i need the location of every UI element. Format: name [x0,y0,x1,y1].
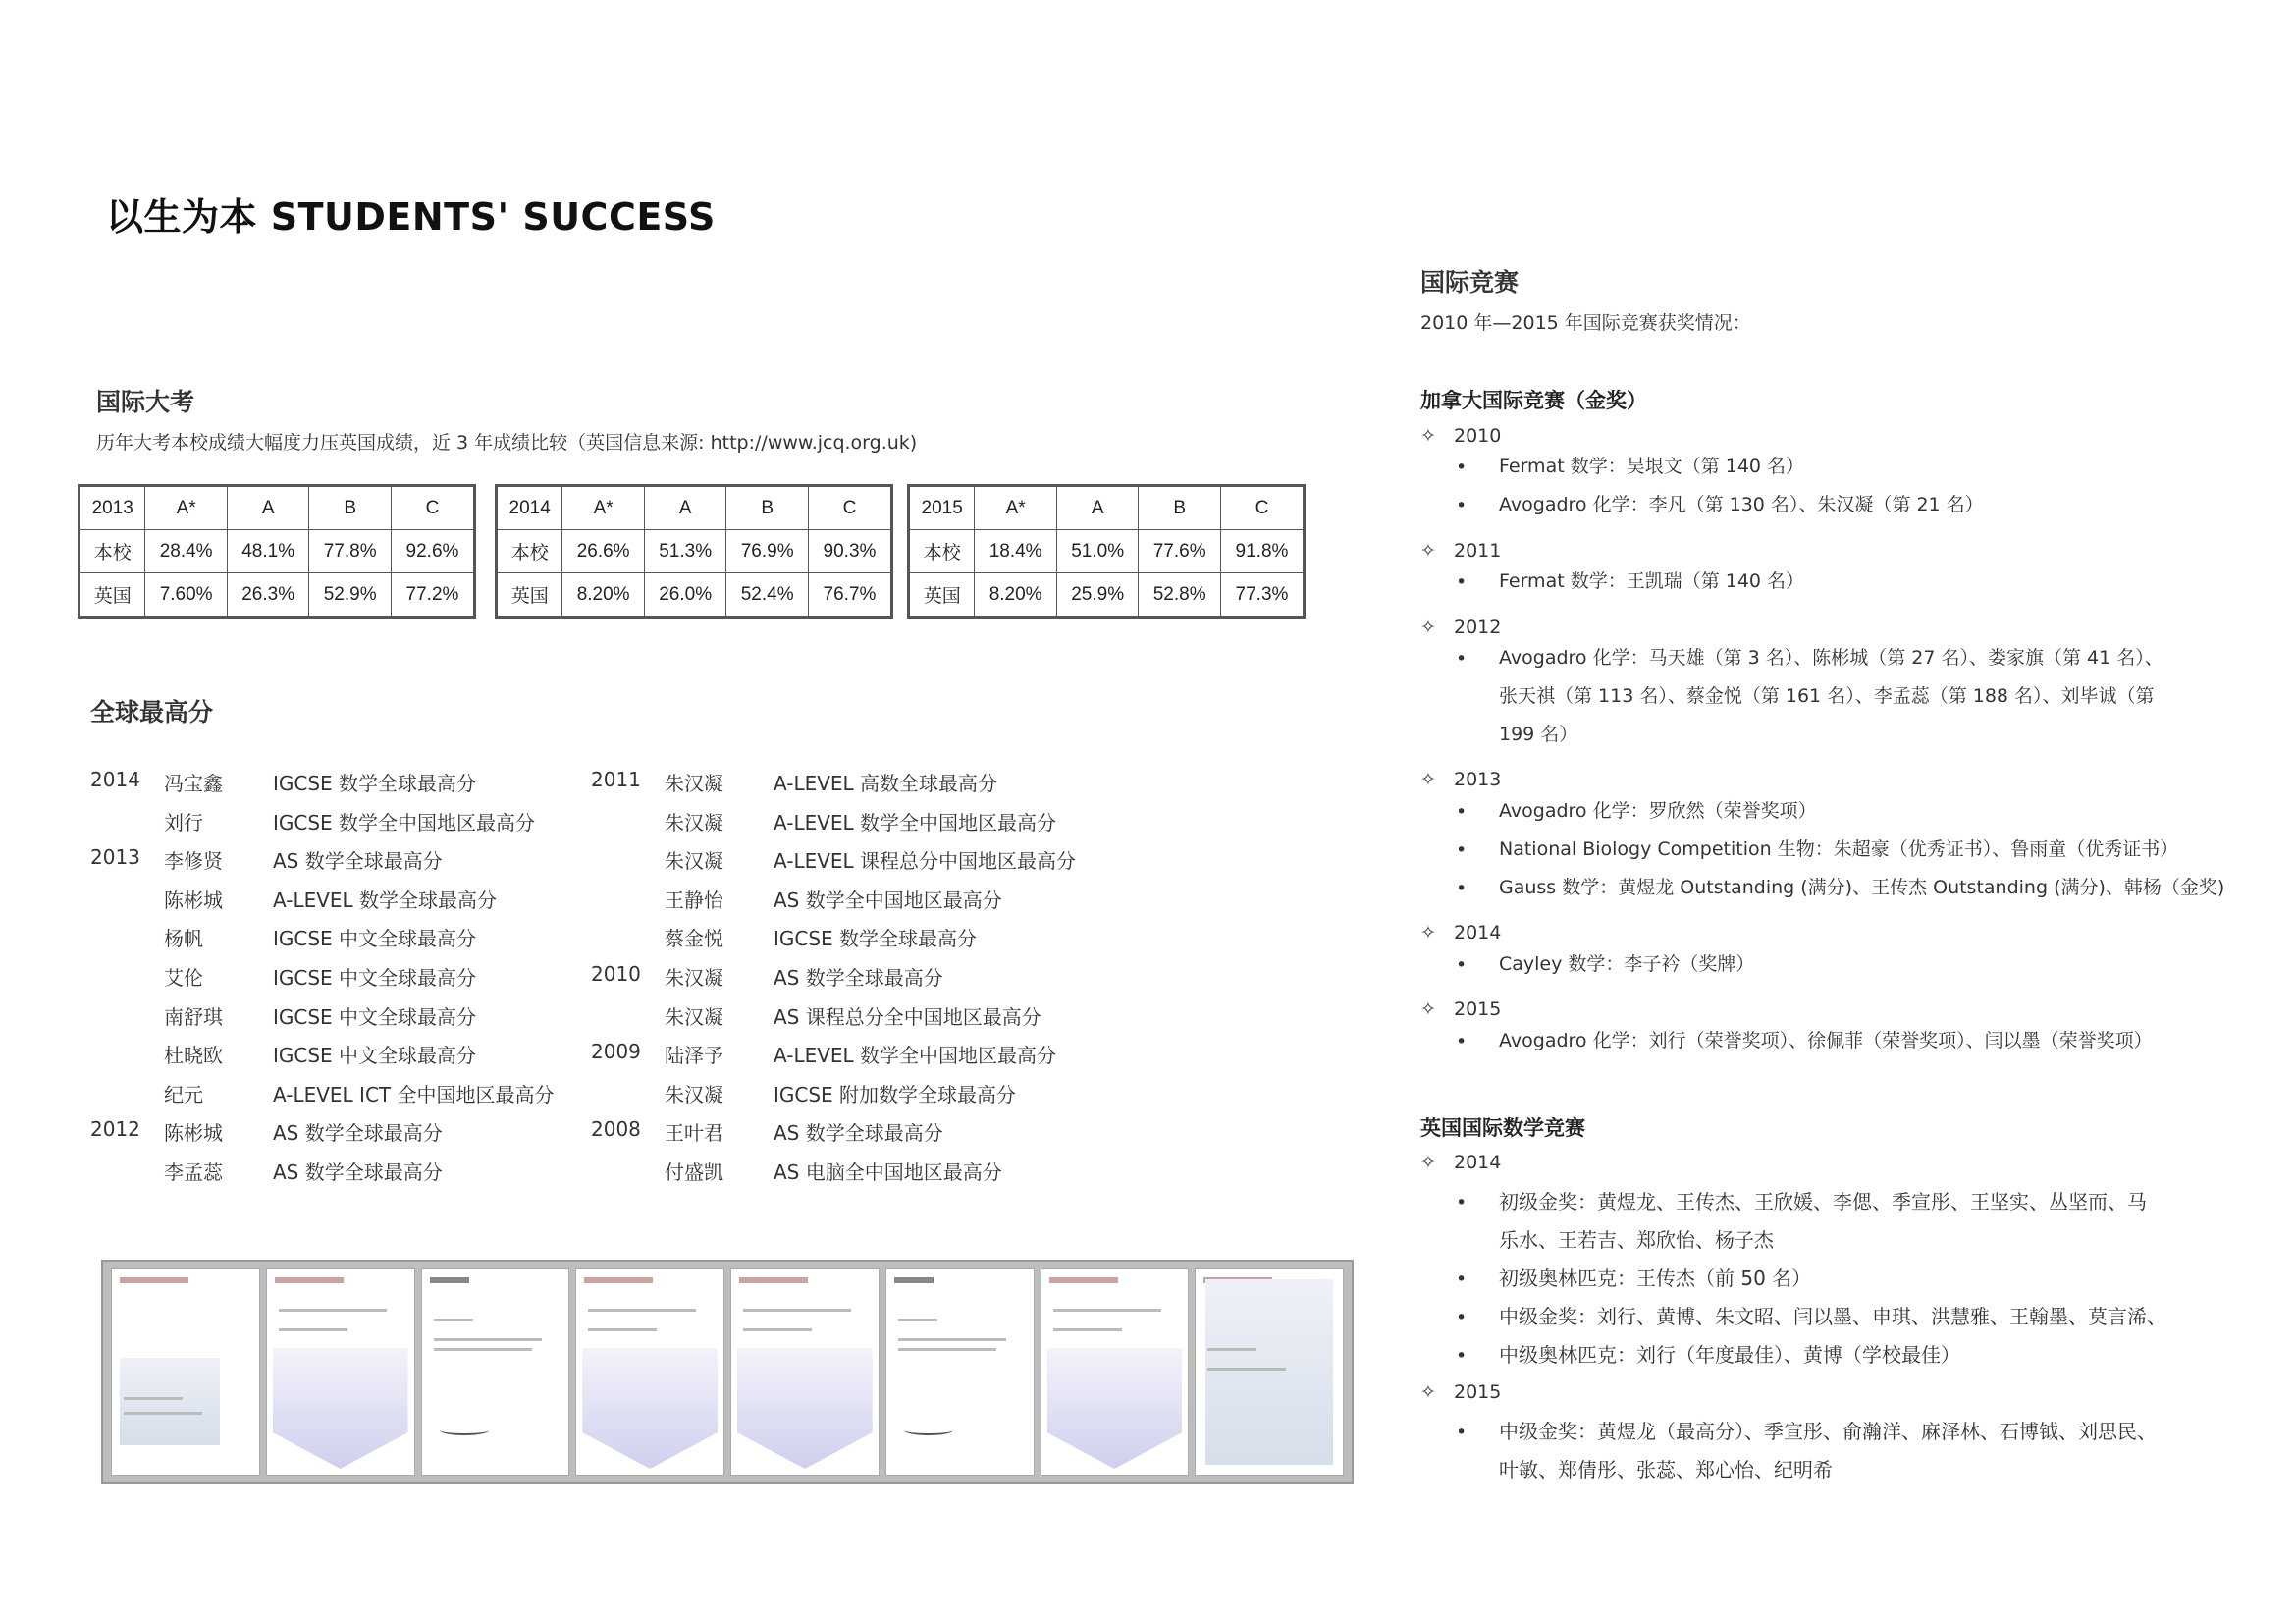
score-cell: 朱汉凝 [665,1004,723,1029]
table-cell: 8.20% [562,573,645,618]
top-scores-heading: 全球最高分 [90,698,214,727]
exam-table-2013 [78,484,476,619]
score-cell: IGCSE 数学全中国地区最高分 [273,810,536,835]
table-cell: B [1139,486,1221,530]
table-cell: B [726,486,809,530]
score-cell: IGCSE 中文全球最高分 [273,1044,477,1068]
table-cell: 本校 [909,530,975,573]
score-cell: 2008 [591,1117,641,1142]
bullet-icon: • [1456,839,1468,861]
score-cell: 2014 [90,768,140,791]
score-cell: IGCSE 中文全球最高分 [273,1004,477,1029]
table-cell: C [1220,486,1304,530]
score-cell: AS 电脑全中国地区最高分 [774,1159,1002,1184]
table-cell: 91.8% [1220,530,1304,573]
table-cell: A* [975,486,1057,530]
bullet-icon: • [1456,1192,1468,1213]
certificate-image [1195,1268,1344,1476]
score-cell: 刘行 [164,810,203,835]
diamond-icon: ✧ [1420,769,1436,790]
score-cell: 2010 [591,961,641,986]
table-cell: 26.0% [644,573,726,618]
table-cell: 26.3% [227,573,309,618]
score-cell: 杨帆 [164,927,203,951]
table-cell: 2015 [909,486,975,530]
diamond-icon: ✧ [1420,617,1436,638]
score-cell: 朱汉凝 [665,1082,723,1106]
score-cell: A-LEVEL 课程总分中国地区最高分 [774,849,1077,874]
table-cell: 77.8% [309,530,392,573]
table-cell: 51.0% [1056,530,1139,573]
table-cell: 7.60% [145,573,228,618]
diamond-icon: ✧ [1420,998,1436,1020]
score-cell: 冯宝鑫 [164,772,223,795]
table-cell: 28.4% [145,530,228,573]
certificate-image [1041,1268,1190,1476]
table-cell: 本校 [497,530,562,573]
score-cell: 朱汉凝 [665,810,723,835]
year-item: ✧ 2015 [1420,1381,1502,1403]
diamond-icon: ✧ [1420,1152,1436,1173]
year-item: ✧ 2010 [1420,425,1502,447]
certificate-gallery [101,1260,1354,1484]
table-cell: 90.3% [808,530,891,573]
bullet-icon: • [1456,495,1468,516]
bullet-icon: • [1456,1031,1468,1052]
table-cell: 18.4% [975,530,1057,573]
bullet-icon: • [1456,1307,1468,1328]
score-cell: 陈彬城 [164,888,223,912]
table-cell: 英国 [497,573,562,618]
score-cell: IGCSE 中文全球最高分 [273,927,477,951]
score-cell: 陈彬城 [164,1121,223,1146]
table-cell: 92.6% [391,530,474,573]
exam-table-2014 [495,484,893,619]
bullet-icon: • [1456,1268,1468,1290]
score-cell: A-LEVEL ICT 全中国地区最高分 [273,1082,555,1106]
bullet-icon: • [1456,801,1468,823]
table-cell: A [1056,486,1139,530]
uk-competition-heading: 英国国际数学竞赛 [1420,1116,1585,1140]
table-cell: 2013 [80,486,145,530]
table-cell: A [644,486,726,530]
year-item: ✧ 2015 [1420,998,1502,1020]
score-cell: 艾伦 [164,965,203,990]
canada-competition-heading: 加拿大国际竞赛（金奖） [1420,389,1647,412]
score-cell: A-LEVEL 数学全中国地区最高分 [774,810,1057,835]
table-cell: 77.3% [1220,573,1304,618]
certificate-image [885,1268,1035,1476]
score-cell: AS 数学全球最高分 [273,1159,443,1184]
bullet-icon: • [1456,878,1468,899]
table-cell: 76.7% [808,573,891,618]
score-cell: A-LEVEL 高数全球最高分 [774,772,998,795]
score-cell: 2012 [90,1117,140,1142]
table-cell: 52.9% [309,573,392,618]
certificate-image [421,1268,570,1476]
score-cell: IGCSE 附加数学全球最高分 [774,1082,1017,1106]
year-item: ✧ 2014 [1420,922,1502,943]
table-cell: 51.3% [644,530,726,573]
bullet-icon: • [1456,457,1468,478]
table-cell: 77.6% [1139,530,1221,573]
score-cell: IGCSE 中文全球最高分 [273,965,477,990]
diamond-icon: ✧ [1420,540,1436,562]
table-cell: 26.6% [562,530,645,573]
page-title: 以生为本 STUDENTS' SUCCESS [106,195,716,239]
score-cell: 朱汉凝 [665,849,723,874]
table-cell: C [391,486,474,530]
score-cell: 李孟蕊 [164,1159,223,1184]
competition-heading: 国际竞赛 [1420,268,1520,296]
year-item: ✧ 2014 [1420,1152,1502,1173]
bullet-icon: • [1456,1422,1468,1443]
score-cell: AS 数学全球最高分 [273,849,443,874]
table-cell: 英国 [80,573,145,618]
table-cell: A* [145,486,228,530]
score-cell: 2011 [591,768,641,791]
table-cell: 52.4% [726,573,809,618]
table-cell: 8.20% [975,573,1057,618]
certificate-image [266,1268,415,1476]
score-cell: 陆泽予 [665,1044,723,1068]
score-cell: AS 数学全中国地区最高分 [774,888,1002,912]
bullet-icon: • [1456,1345,1468,1367]
table-cell: C [808,486,891,530]
table-cell: 76.9% [726,530,809,573]
diamond-icon: ✧ [1420,1381,1436,1403]
score-cell: IGCSE 数学全球最高分 [273,772,477,795]
table-cell: 77.2% [391,573,474,618]
score-cell: 付盛凯 [665,1159,723,1184]
score-cell: 纪元 [164,1082,203,1106]
table-cell: B [309,486,392,530]
score-cell: IGCSE 数学全球最高分 [774,927,978,951]
certificate-image [730,1268,880,1476]
score-cell: 李修贤 [164,849,223,874]
exam-subtitle: 历年大考本校成绩大幅度力压英国成绩，近 3 年成绩比较（英国信息来源: http://www.jcq.org.uk) [96,432,918,454]
score-cell: AS 数学全球最高分 [774,965,943,990]
score-cell: 蔡金悦 [665,927,723,951]
bullet-icon: • [1456,571,1468,593]
bullet-icon: • [1456,648,1468,670]
table-cell: 2014 [497,486,562,530]
year-item: ✧ 2013 [1420,769,1502,790]
certificate-image [111,1268,260,1476]
exam-heading: 国际大考 [96,388,195,416]
score-cell: AS 数学全球最高分 [774,1121,943,1146]
bullet-icon: • [1456,954,1468,976]
table-cell: 本校 [80,530,145,573]
score-cell: 王静怡 [665,888,723,912]
score-cell: 2009 [591,1040,641,1064]
table-cell: A* [562,486,645,530]
diamond-icon: ✧ [1420,922,1436,943]
score-cell: A-LEVEL 数学全球最高分 [273,888,498,912]
score-cell: AS 课程总分全中国地区最高分 [774,1004,1041,1029]
table-cell: A [227,486,309,530]
score-cell: 南舒琪 [164,1004,223,1029]
table-cell: 25.9% [1056,573,1139,618]
year-item: ✧ 2011 [1420,540,1502,562]
exam-table-2015 [907,484,1306,619]
table-cell: 52.8% [1139,573,1221,618]
score-cell: 王叶君 [665,1121,723,1146]
score-cell: A-LEVEL 数学全中国地区最高分 [774,1044,1057,1068]
year-item: ✧ 2012 [1420,617,1502,638]
score-cell: 朱汉凝 [665,965,723,990]
score-cell: 2013 [90,845,140,870]
table-cell: 48.1% [227,530,309,573]
certificate-image [575,1268,724,1476]
score-cell: 朱汉凝 [665,772,723,795]
score-cell: 杜晓欧 [164,1044,223,1068]
competition-subtitle: 2010 年—2015 年国际竞赛获奖情况： [1420,312,1751,334]
diamond-icon: ✧ [1420,425,1436,447]
table-cell: 英国 [909,573,975,618]
score-cell: AS 数学全球最高分 [273,1121,443,1146]
